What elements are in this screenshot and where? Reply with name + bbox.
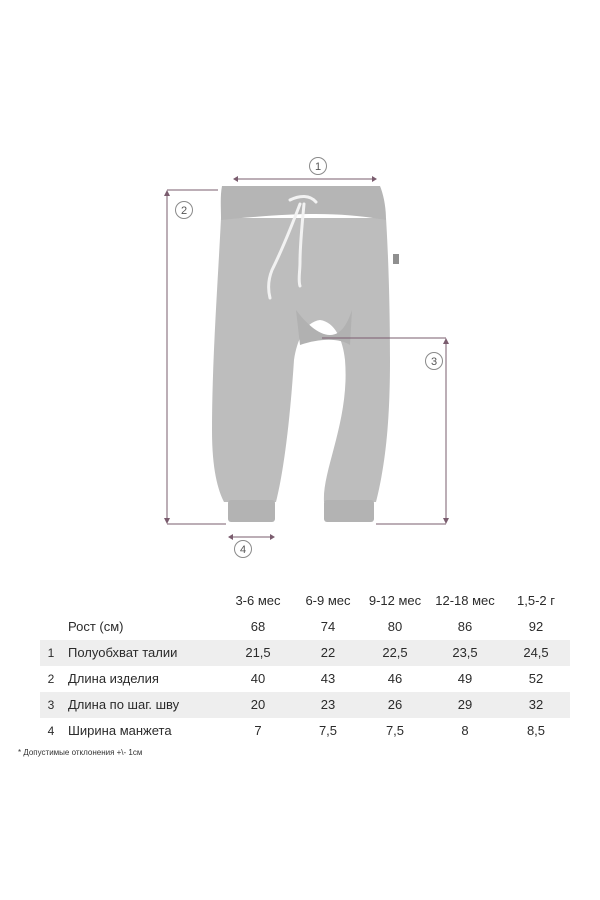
header-cell: 12-18 мес xyxy=(435,593,495,608)
table-row-inseam xyxy=(40,692,570,718)
header-cell: 3-6 мес xyxy=(235,593,281,608)
table-cell: 7,5 xyxy=(318,723,338,738)
table-cell: 7 xyxy=(254,723,262,738)
table-row-waist xyxy=(40,640,570,666)
row-number: 3 xyxy=(47,698,55,712)
svg-text:3: 3 xyxy=(430,356,438,368)
svg-text:1: 1 xyxy=(314,161,322,173)
svg-text:4: 4 xyxy=(239,544,247,556)
table-cell: 43 xyxy=(320,671,336,686)
marker-1 xyxy=(310,158,327,175)
tolerance-footnote: * Допустимые отклонения +\- 1см xyxy=(18,748,143,757)
row-number: 4 xyxy=(47,724,55,738)
table-cell: 68 xyxy=(250,619,266,634)
table-header-row xyxy=(40,588,570,614)
table-cell: 22,5 xyxy=(382,645,408,660)
row-number: 2 xyxy=(47,672,55,686)
table-cell: 24,5 xyxy=(523,645,549,660)
table-row-cuff xyxy=(40,718,570,744)
header-cell: 6-9 мес xyxy=(305,593,351,608)
table-cell: 20 xyxy=(250,697,266,712)
left-cuff xyxy=(228,500,275,522)
header-cell: 9-12 мес xyxy=(368,593,422,608)
row-number: 1 xyxy=(47,646,55,660)
table-cell: 8 xyxy=(461,723,469,738)
table-cell: 74 xyxy=(320,619,336,634)
table-cell: 29 xyxy=(457,697,473,712)
table-cell: 7,5 xyxy=(385,723,405,738)
table-cell: 46 xyxy=(387,671,403,686)
table-row-height xyxy=(40,614,570,640)
header-cell: 1,5-2 г xyxy=(517,593,555,608)
marker-3 xyxy=(426,353,443,370)
table-cell: 26 xyxy=(387,697,403,712)
marker-2 xyxy=(176,202,193,219)
table-row-length xyxy=(40,666,570,692)
right-cuff xyxy=(324,500,374,522)
row-label: Длина по шаг. шву xyxy=(68,697,180,712)
row-label: Полуобхват талии xyxy=(68,645,178,660)
table-cell: 52 xyxy=(528,671,544,686)
table-cell: 21,5 xyxy=(245,645,271,660)
row-label: Длина изделия xyxy=(68,671,159,686)
table-cell: 23 xyxy=(320,697,336,712)
row-label: Ширина манжета xyxy=(68,723,172,738)
table-cell: 8,5 xyxy=(526,723,546,738)
table-cell: 40 xyxy=(250,671,266,686)
size-table xyxy=(40,588,570,744)
table-cell: 80 xyxy=(387,619,403,634)
table-cell: 92 xyxy=(528,619,544,634)
row-label: Рост (см) xyxy=(68,619,124,634)
table-cell: 23,5 xyxy=(452,645,478,660)
table-cell: 32 xyxy=(528,697,544,712)
table-cell: 22 xyxy=(320,645,336,660)
brand-tag xyxy=(393,254,399,264)
row-number xyxy=(40,614,62,640)
table-cell: 86 xyxy=(457,619,473,634)
pants-illustration xyxy=(212,186,399,522)
svg-text:2: 2 xyxy=(180,205,188,217)
marker-4 xyxy=(235,541,252,558)
table-cell: 49 xyxy=(457,671,473,686)
